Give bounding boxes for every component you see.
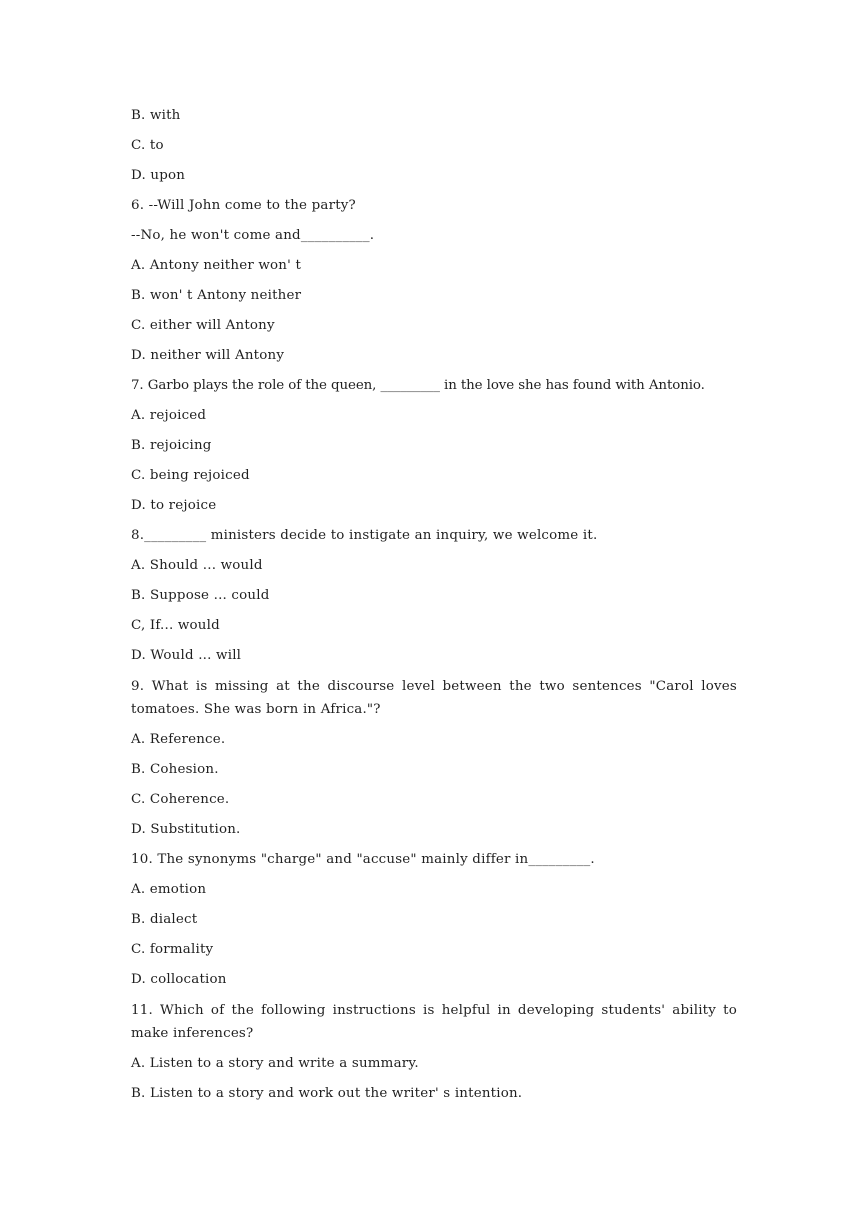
- option-10d: D. collocation: [131, 972, 227, 987]
- option-7b: B. rejoicing: [131, 438, 212, 453]
- option-8b: B. Suppose ... could: [131, 588, 270, 603]
- option-8a: A. Should ... would: [131, 558, 263, 573]
- option-7a: A. rejoiced: [131, 408, 207, 423]
- option-6d: D. neither will Antony: [131, 348, 285, 363]
- question-6-reply: --No, he won't come and__________.: [131, 228, 375, 243]
- question-6: 6. --Will John come to the party?: [131, 198, 356, 213]
- question-11: 11. Which of the following instructions is helpful in developing students' ability to make inferences?: [131, 1003, 742, 1041]
- option-9c: C. Coherence.: [131, 792, 230, 807]
- document-page: [131, 105, 742, 1113]
- option-5c: C. to: [131, 138, 164, 153]
- option-7c: C. being rejoiced: [131, 468, 250, 483]
- option-9a: A. Reference.: [131, 732, 226, 747]
- option-5b: B. with: [131, 108, 181, 123]
- option-8c: C, If... would: [131, 618, 220, 633]
- option-6c: C. either will Antony: [131, 318, 275, 333]
- option-10b: B. dialect: [131, 912, 198, 927]
- option-6a: A. Antony neither won' t: [131, 258, 302, 273]
- option-9d: D. Substitution.: [131, 822, 241, 837]
- option-6b: B. won' t Antony neither: [131, 288, 302, 303]
- option-10c: C. formality: [131, 942, 214, 957]
- option-10a: A. emotion: [131, 882, 207, 897]
- question-10: 10. The synonyms "charge" and "accuse" mainly differ in_________.: [131, 852, 595, 867]
- question-7: 7. Garbo plays the role of the queen, _________ in the love she has found with Antonio.: [131, 378, 705, 393]
- option-5d: D. upon: [131, 168, 186, 183]
- option-8d: D. Would ... will: [131, 648, 242, 663]
- option-11a: A. Listen to a story and write a summary.: [131, 1056, 419, 1071]
- option-11b: B. Listen to a story and work out the writer' s intention.: [131, 1086, 523, 1101]
- question-9: 9. What is missing at the discourse level between the two sentences "Carol loves tomatoes. She was born in Africa."?: [131, 679, 742, 717]
- option-7d: D. to rejoice: [131, 498, 217, 513]
- question-8: 8._________ ministers decide to instigate an inquiry, we welcome it.: [131, 528, 598, 543]
- option-9b: B. Cohesion.: [131, 762, 219, 777]
